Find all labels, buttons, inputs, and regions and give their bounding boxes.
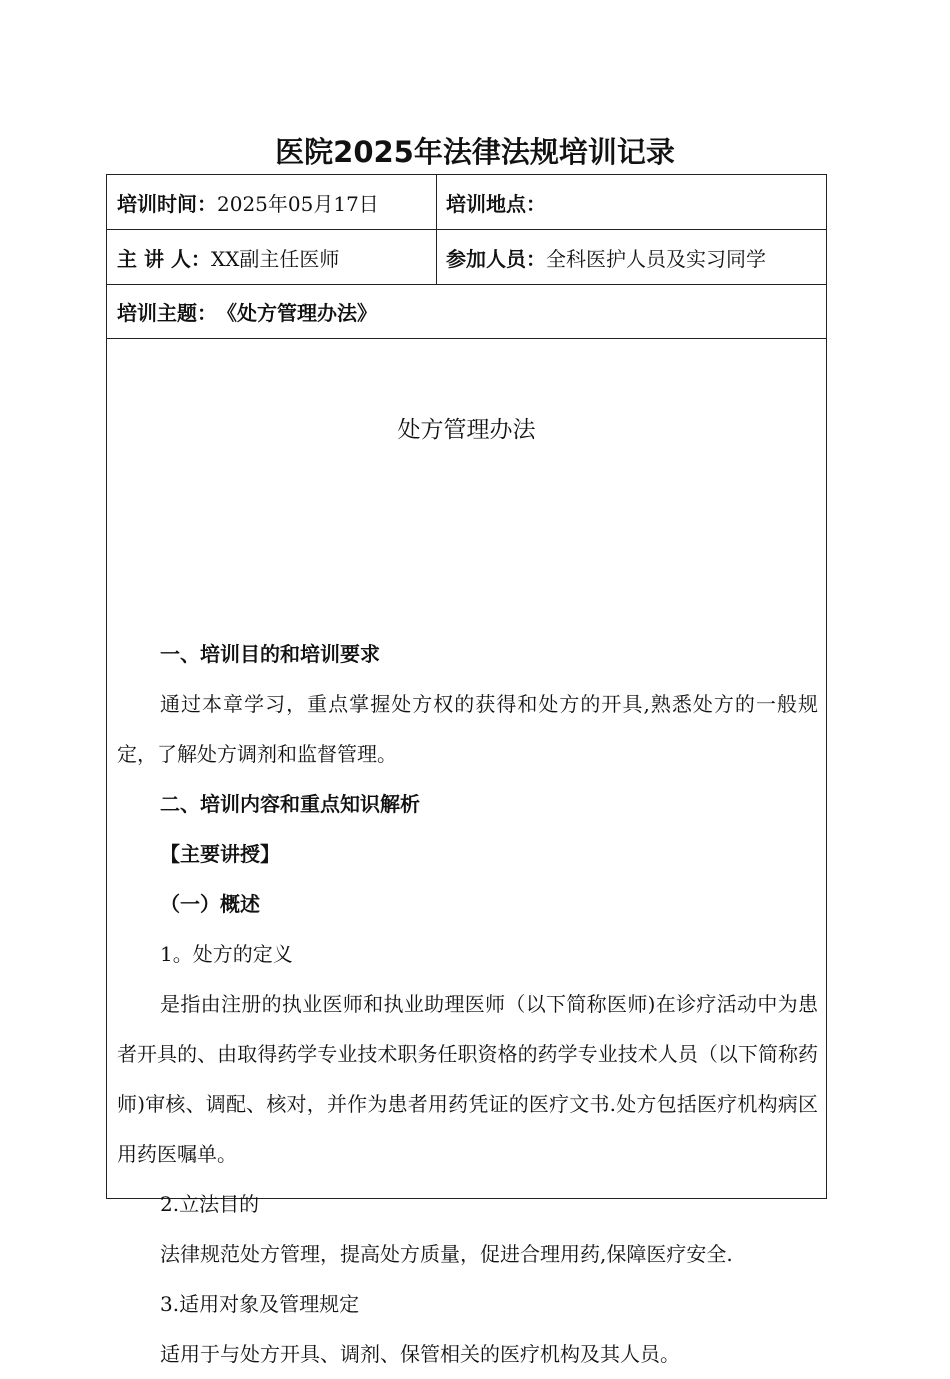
paragraph-definition: 是指由注册的执业医师和执业助理医师（以下简称医师)在诊疗活动中为患者开具的、由取得药学专业技术职务任职资格的药学专业技术人员（以下简称药师)审核、调配、核对，并作为患者用药凭证的医疗文书.处方包括医疗机构病区用药医嘱单。 xyxy=(117,992,818,1166)
table-row xyxy=(107,285,826,339)
participants-value: 全科医护人员及实习同学 xyxy=(546,246,766,271)
topic-label: 培训主题： xyxy=(117,301,217,325)
training-time-cell xyxy=(107,175,437,229)
subheading-overview: （一）概述 xyxy=(160,892,260,916)
training-record-table xyxy=(106,174,827,1366)
topic-cell xyxy=(107,285,826,338)
training-place-label: 培训地点： xyxy=(446,191,546,216)
participants-cell xyxy=(437,230,826,284)
section-heading-content: 二、培训内容和重点知识解析 xyxy=(160,792,420,816)
training-content xyxy=(107,339,826,1366)
speaker-value: XX副主任医师 xyxy=(210,246,340,271)
training-time-label: 培训时间： xyxy=(117,191,217,216)
section-heading-purpose: 一、培训目的和培训要求 xyxy=(160,642,380,666)
training-place-cell xyxy=(437,175,826,229)
item-scope: 3.适用对象及管理规定 xyxy=(160,1292,360,1316)
topic-value: 《处方管理办法》 xyxy=(217,301,377,325)
participants-label: 参加人员： xyxy=(446,246,546,271)
subheading-main-lecture: 【主要讲授】 xyxy=(160,842,280,866)
table-row xyxy=(107,230,826,285)
item-definition: 1。处方的定义 xyxy=(160,942,293,966)
speaker-label: 主 讲 人： xyxy=(117,246,211,271)
paragraph-scope: 适用于与处方开具、调剂、保管相关的医疗机构及其人员。 xyxy=(160,1342,680,1366)
item-legislative-purpose: 2.立法目的 xyxy=(160,1192,260,1216)
content-title: 处方管理办法 xyxy=(397,417,536,443)
document-title: 医院2025年法律法规培训记录 xyxy=(275,135,675,169)
speaker-cell xyxy=(107,230,437,284)
paragraph-legislative-purpose: 法律规范处方管理，提高处方质量，促进合理用药,保障医疗安全. xyxy=(160,1242,733,1266)
table-row xyxy=(107,175,826,230)
paragraph-purpose: 通过本章学习，重点掌握处方权的获得和处方的开具,熟悉处方的一般规定，了解处方调剂和监督管理。 xyxy=(117,692,818,766)
training-time-value: 2025年05月17日 xyxy=(217,191,379,216)
